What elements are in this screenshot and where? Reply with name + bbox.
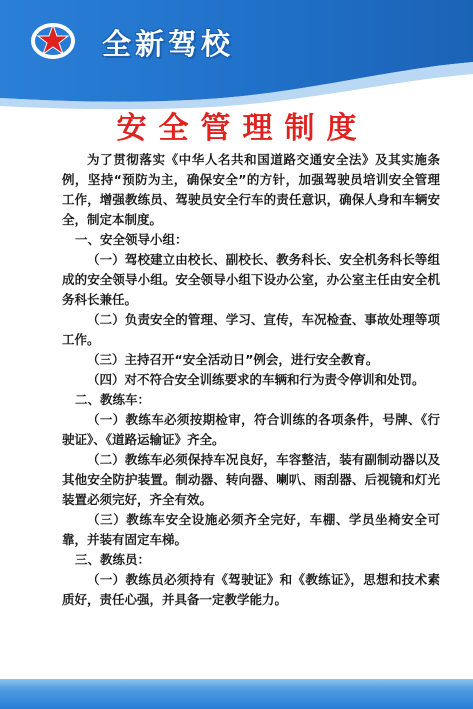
school-name: 全新驾校 bbox=[102, 27, 235, 61]
star-swoosh-icon bbox=[30, 20, 76, 60]
section-heading: 一、安全领导小组： bbox=[75, 232, 188, 247]
clause-paragraph: （一）驾校建立由校长、副校长、教务科长、安全机务科长等组成的安全领导小组。安全领导小组下设办公室，办公室主任由安全机务科长兼任。 bbox=[62, 252, 440, 307]
clause-paragraph: （二）负责安全的管理、学习、宣传，车况检查、事故处理等项工作。 bbox=[62, 312, 440, 347]
section-heading: 二、教练车： bbox=[75, 392, 151, 407]
clause-paragraph: （四）对不符合安全训练要求的车辆和行为责令停训和处罚。 bbox=[87, 372, 425, 387]
clause-paragraph: （一）教练员必须持有《驾驶证》和《教练证》，思想和技术素质好，责任心强，并具备一定教学能力。 bbox=[62, 572, 440, 607]
clause-paragraph: （三）教练车安全设施必须齐全完好，车棚、学员坐椅安全可靠，并装有固定车梯。 bbox=[62, 512, 440, 547]
regulation-body bbox=[62, 150, 440, 610]
page-title: 安全管理制度 bbox=[116, 111, 369, 146]
clause-paragraph: （三）主持召开“安全活动日”例会，进行安全教育。 bbox=[87, 352, 379, 367]
intro-paragraph: 为了贯彻落实《中华人名共和国道路交通安全法》及其实施条例，坚持“预防为主，确保安全”的方针，加强驾驶员培训安全管理工作，增强教练员、驾驶员安全行车的责任意识，确保人身和车辆安全，制定本制度。 bbox=[62, 152, 440, 227]
section-heading: 三、教练员： bbox=[75, 552, 151, 567]
clause-paragraph: （一）教练车必须按期检审，符合训练的各项条件，号牌、《行驶证》、《道路运输证》齐全。 bbox=[62, 412, 440, 447]
clause-paragraph: （二）教练车必须保持车况良好，车容整洁，装有副制动器以及其他安全防护装置。制动器、转向器、喇叭、雨刮器、后视镜和灯光装置必须完好，齐全有效。 bbox=[62, 452, 440, 507]
footer-band bbox=[0, 679, 473, 709]
